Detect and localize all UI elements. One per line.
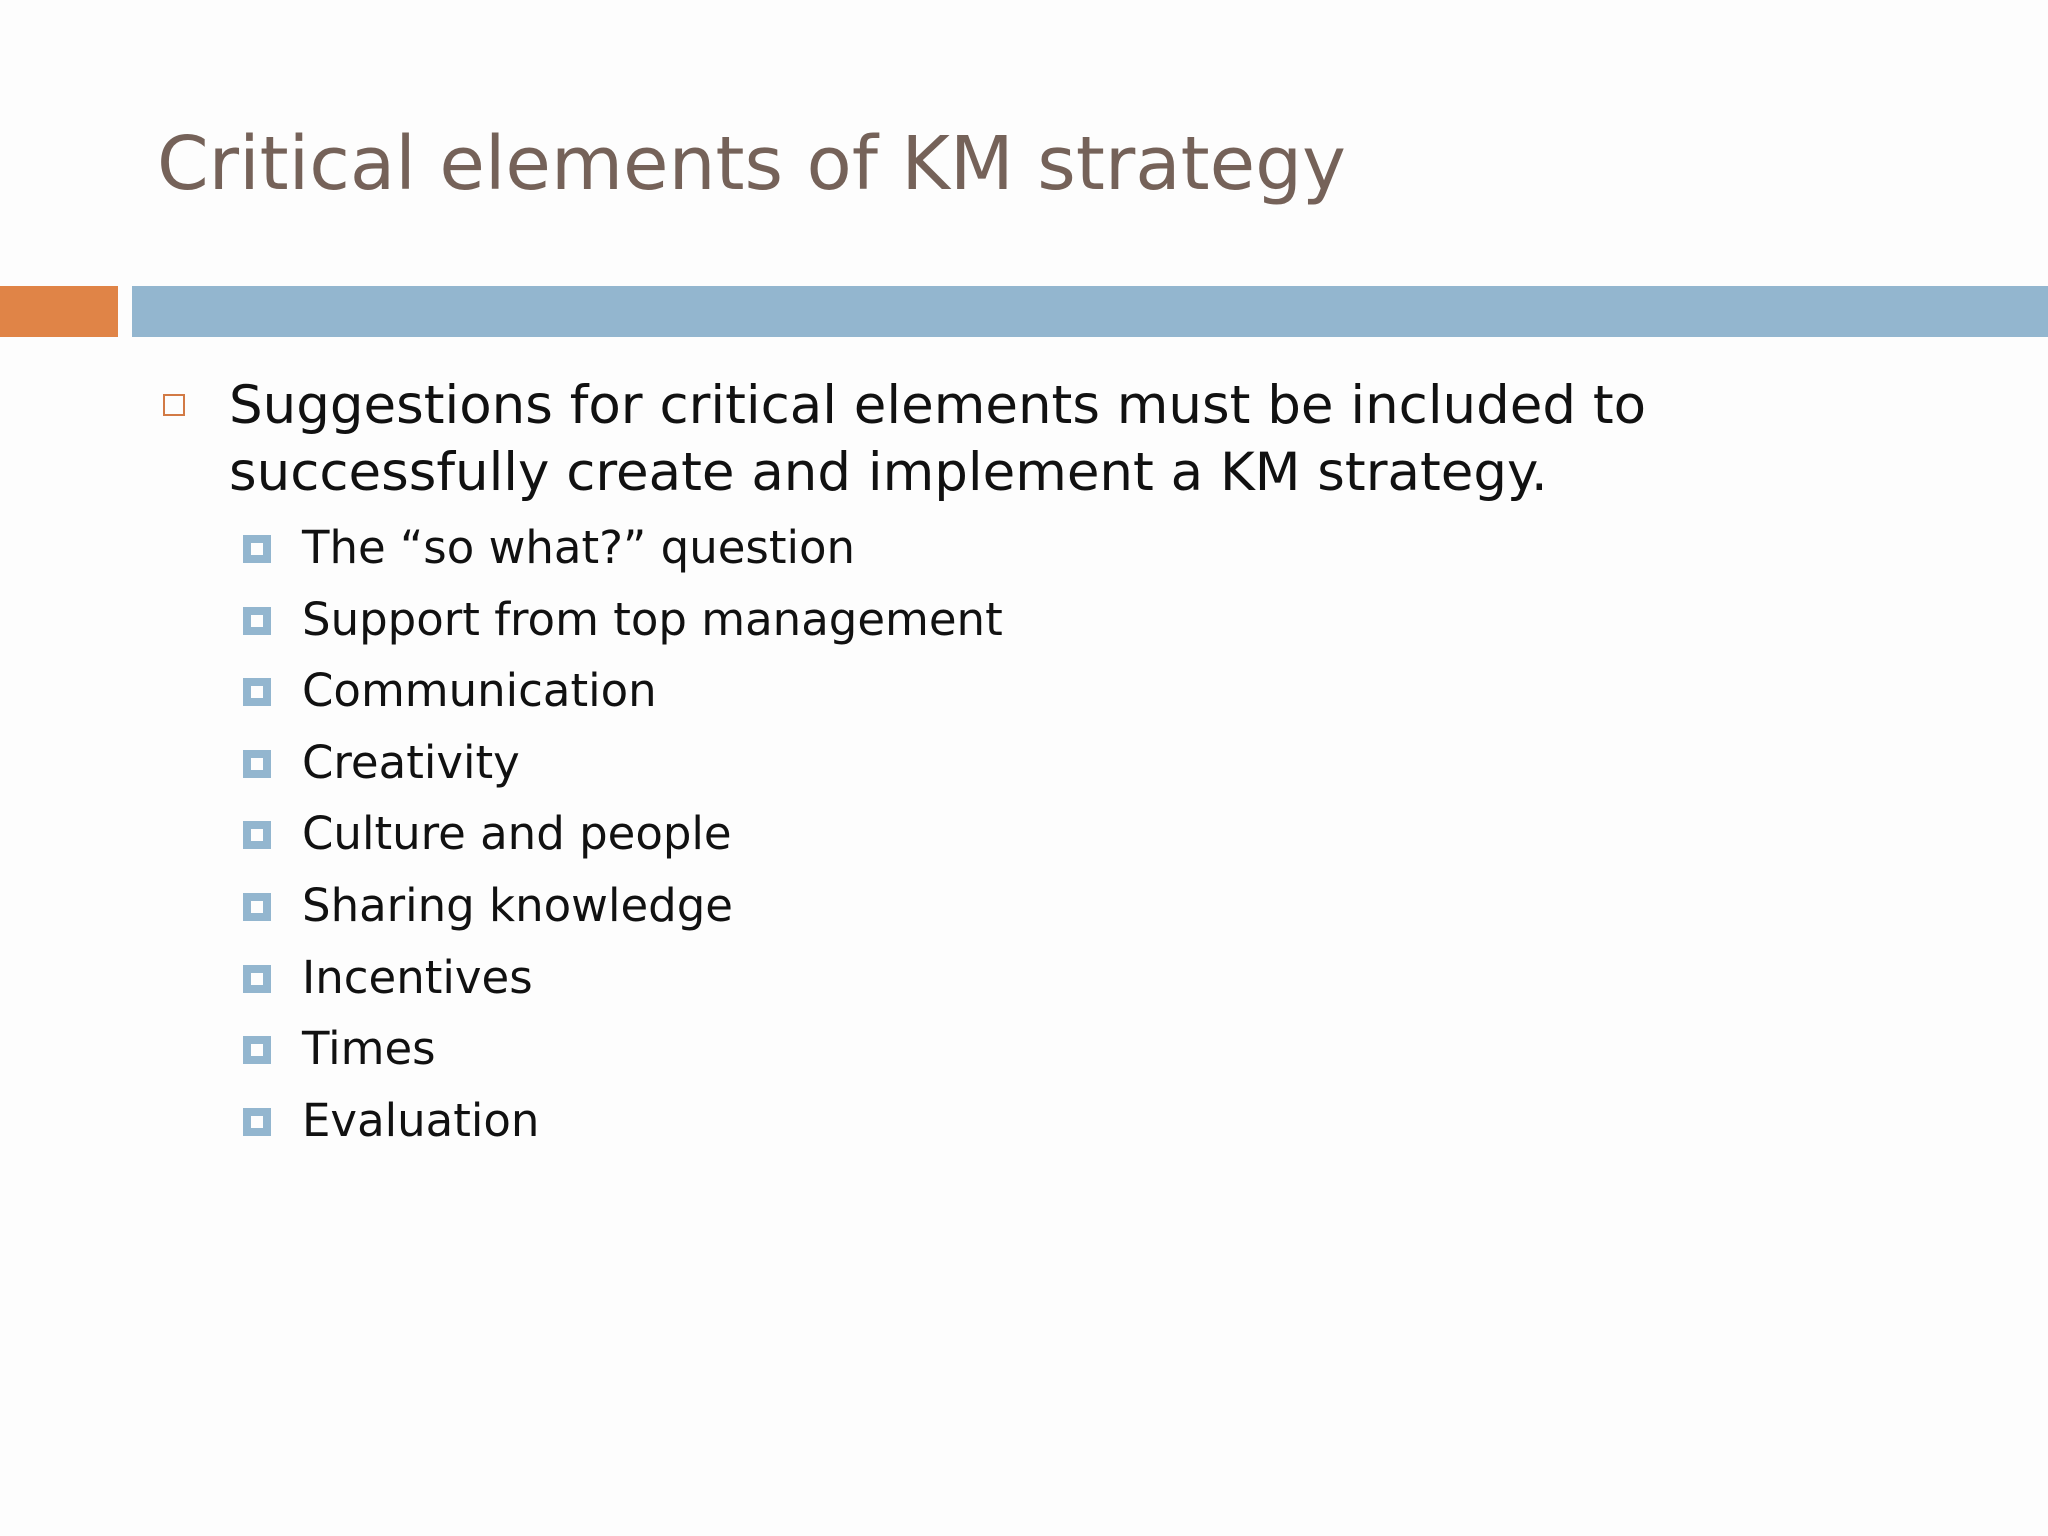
sub-bullet-item (160, 519, 1960, 591)
sub-bullet-text: Evaluation (302, 1093, 540, 1147)
slide-title: Critical elements of KM strategy (157, 121, 1346, 207)
square-bullet-icon (243, 607, 271, 635)
sub-bullet-text: Times (302, 1022, 436, 1076)
main-bullet-text: Suggestions for critical elements must be included to successfully create and implement a KM strategy. (229, 375, 1647, 503)
square-bullet-icon (243, 750, 271, 778)
sub-bullet-item (160, 805, 1960, 877)
square-bullet-icon (243, 965, 271, 993)
slide-content (160, 372, 1960, 1163)
sub-bullet-item (160, 734, 1960, 806)
sub-bullet-text: Creativity (302, 735, 520, 789)
sub-bullet-item (160, 1092, 1960, 1164)
square-bullet-icon (243, 678, 271, 706)
sub-bullet-item (160, 662, 1960, 734)
sub-bullet-text: Incentives (302, 950, 533, 1004)
sub-bullet-item (160, 877, 1960, 949)
sub-bullet-text: Culture and people (302, 807, 732, 861)
main-bullet-point (160, 372, 1960, 506)
square-bullet-icon (243, 1036, 271, 1064)
accent-bar-orange (0, 286, 118, 337)
sub-bullet-item (160, 591, 1960, 663)
sub-bullet-text: Sharing knowledge (302, 878, 733, 932)
square-bullet-icon (243, 535, 271, 563)
sub-bullet-text: Communication (302, 664, 657, 718)
sub-bullet-list (160, 519, 1960, 1163)
square-bullet-icon (243, 1108, 271, 1136)
sub-bullet-item (160, 949, 1960, 1021)
accent-bar-blue (132, 286, 2048, 337)
square-bullet-icon (243, 893, 271, 921)
hollow-square-bullet-icon (163, 394, 185, 416)
sub-bullet-text: Support from top management (302, 592, 1003, 646)
square-bullet-icon (243, 821, 271, 849)
sub-bullet-text: The “so what?” question (302, 521, 856, 574)
sub-bullet-item (160, 1020, 1960, 1092)
